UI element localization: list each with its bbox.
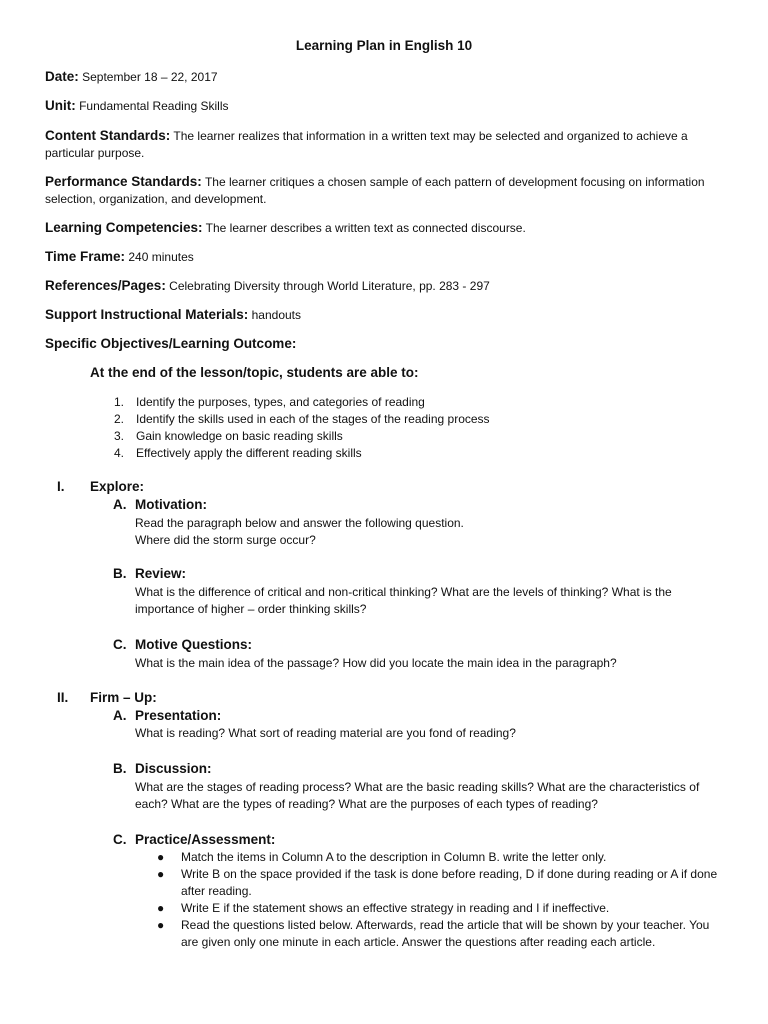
section-number: I. — [57, 479, 65, 494]
presentation-heading — [113, 708, 221, 723]
practice-assessment-heading — [113, 832, 275, 847]
subsection-title: Presentation: — [135, 708, 222, 723]
motive-questions-text — [135, 655, 725, 672]
paragraph-line: What are the stages of reading process? What are the basic reading skills? What are the characteristics of each? What are the types of reading? What are the purposes of each types of reading? — [135, 780, 700, 811]
subsection-letter: A. — [113, 497, 127, 512]
bullet-icon: ● — [157, 850, 165, 864]
date-field — [45, 68, 725, 86]
motivation-text — [135, 515, 725, 549]
list-item — [155, 900, 725, 917]
list-item — [110, 394, 490, 411]
time-frame-value: 240 minutes — [128, 250, 194, 264]
list-item-number: 1. — [114, 395, 125, 409]
motive-questions-heading — [113, 637, 252, 652]
subsection-title: Review: — [135, 566, 187, 581]
list-item-text: Write E if the statement shows an effective strategy in reading and I if ineffective. — [181, 901, 610, 915]
performance-standards-value: The learner critiques a chosen sample of each pattern of development focusing on information selection, organization, and development. — [45, 175, 705, 206]
subsection-title: Motive Questions: — [135, 637, 253, 652]
references-field — [45, 277, 725, 295]
objectives-list — [110, 394, 490, 462]
list-item-text: Gain knowledge on basic reading skills — [136, 429, 343, 443]
performance-standards-field — [45, 173, 725, 208]
learning-competencies-value: The learner describes a written text as connected discourse. — [205, 221, 526, 235]
date-value: September 18 – 22, 2017 — [82, 70, 218, 84]
date-label: Date: — [45, 69, 79, 84]
list-item-text: Read the questions listed below. Afterwards, read the article that will be shown by your teacher. You are given only one minute in each article. Answer the questions after reading each article. — [181, 918, 710, 949]
list-item-text: Identify the purposes, types, and categories of reading — [136, 395, 425, 409]
references-label: References/Pages: — [45, 278, 166, 293]
bullet-icon: ● — [157, 867, 165, 881]
subsection-letter: C. — [113, 832, 127, 847]
section-number: II. — [57, 690, 69, 705]
materials-label: Support Instructional Materials: — [45, 307, 249, 322]
discussion-text — [135, 779, 725, 813]
subsection-letter: B. — [113, 761, 127, 776]
list-item-text: Effectively apply the different reading skills — [136, 446, 362, 460]
objectives-heading: Specific Objectives/Learning Outcome: — [45, 336, 297, 351]
list-item-number: 2. — [114, 412, 125, 426]
list-item-number: 4. — [114, 446, 125, 460]
content-standards-value: The learner realizes that information in a written text may be selected and organized to achieve a particular purpose. — [45, 129, 688, 160]
section-title: Firm – Up: — [90, 690, 157, 705]
list-item — [155, 866, 725, 900]
list-item — [110, 411, 490, 428]
subsection-title: Practice/Assessment: — [135, 832, 276, 847]
motivation-heading — [113, 497, 207, 512]
discussion-heading — [113, 761, 212, 776]
list-item — [110, 428, 490, 445]
materials-value: handouts — [251, 308, 302, 322]
paragraph-line: Read the paragraph below and answer the following question. — [135, 516, 464, 530]
review-heading — [113, 566, 186, 581]
paragraph-line: What is the main idea of the passage? How did you locate the main idea in the paragraph? — [135, 656, 617, 670]
content-standards-field — [45, 127, 725, 162]
materials-field — [45, 306, 725, 324]
references-value: Celebrating Diversity through World Literature, pp. 283 - 297 — [169, 279, 490, 293]
learning-competencies-field — [45, 219, 725, 237]
time-frame-field — [45, 248, 725, 266]
section-explore-heading — [57, 479, 144, 494]
section-firm-up-heading — [57, 690, 157, 705]
practice-bullet-list — [155, 849, 725, 951]
subsection-title: Discussion: — [135, 761, 212, 776]
list-item-text: Write B on the space provided if the task is done before reading, D if done during reading or A if done after reading. — [181, 867, 718, 898]
unit-field — [45, 97, 725, 115]
list-item — [110, 445, 490, 462]
learning-competencies-label: Learning Competencies: — [45, 220, 203, 235]
list-item-text: Identify the skills used in each of the stages of the reading process — [136, 412, 490, 426]
list-item — [155, 849, 725, 866]
document-title: Learning Plan in English 10 — [295, 38, 473, 53]
objectives-intro: At the end of the lesson/topic, students are able to: — [90, 365, 419, 380]
paragraph-line: What is the difference of critical and non-critical thinking? What are the levels of thinking? What is the importance of higher – order thinking skills? — [135, 585, 672, 616]
presentation-text — [135, 725, 725, 742]
subsection-letter: C. — [113, 637, 127, 652]
section-title: Explore: — [90, 479, 145, 494]
list-item — [155, 917, 725, 951]
time-frame-label: Time Frame: — [45, 249, 126, 264]
performance-standards-label: Performance Standards: — [45, 174, 202, 189]
content-standards-label: Content Standards: — [45, 128, 171, 143]
review-text — [135, 584, 725, 618]
list-item-number: 3. — [114, 429, 125, 443]
subsection-letter: B. — [113, 566, 127, 581]
subsection-letter: A. — [113, 708, 127, 723]
bullet-icon: ● — [157, 901, 165, 915]
bullet-icon: ● — [157, 918, 165, 932]
paragraph-line: Where did the storm surge occur? — [135, 533, 316, 547]
list-item-text: Match the items in Column A to the description in Column B. write the letter only. — [181, 850, 607, 864]
unit-value: Fundamental Reading Skills — [79, 99, 229, 113]
unit-label: Unit: — [45, 98, 76, 113]
subsection-title: Motivation: — [135, 497, 207, 512]
paragraph-line: What is reading? What sort of reading material are you fond of reading? — [135, 726, 516, 740]
